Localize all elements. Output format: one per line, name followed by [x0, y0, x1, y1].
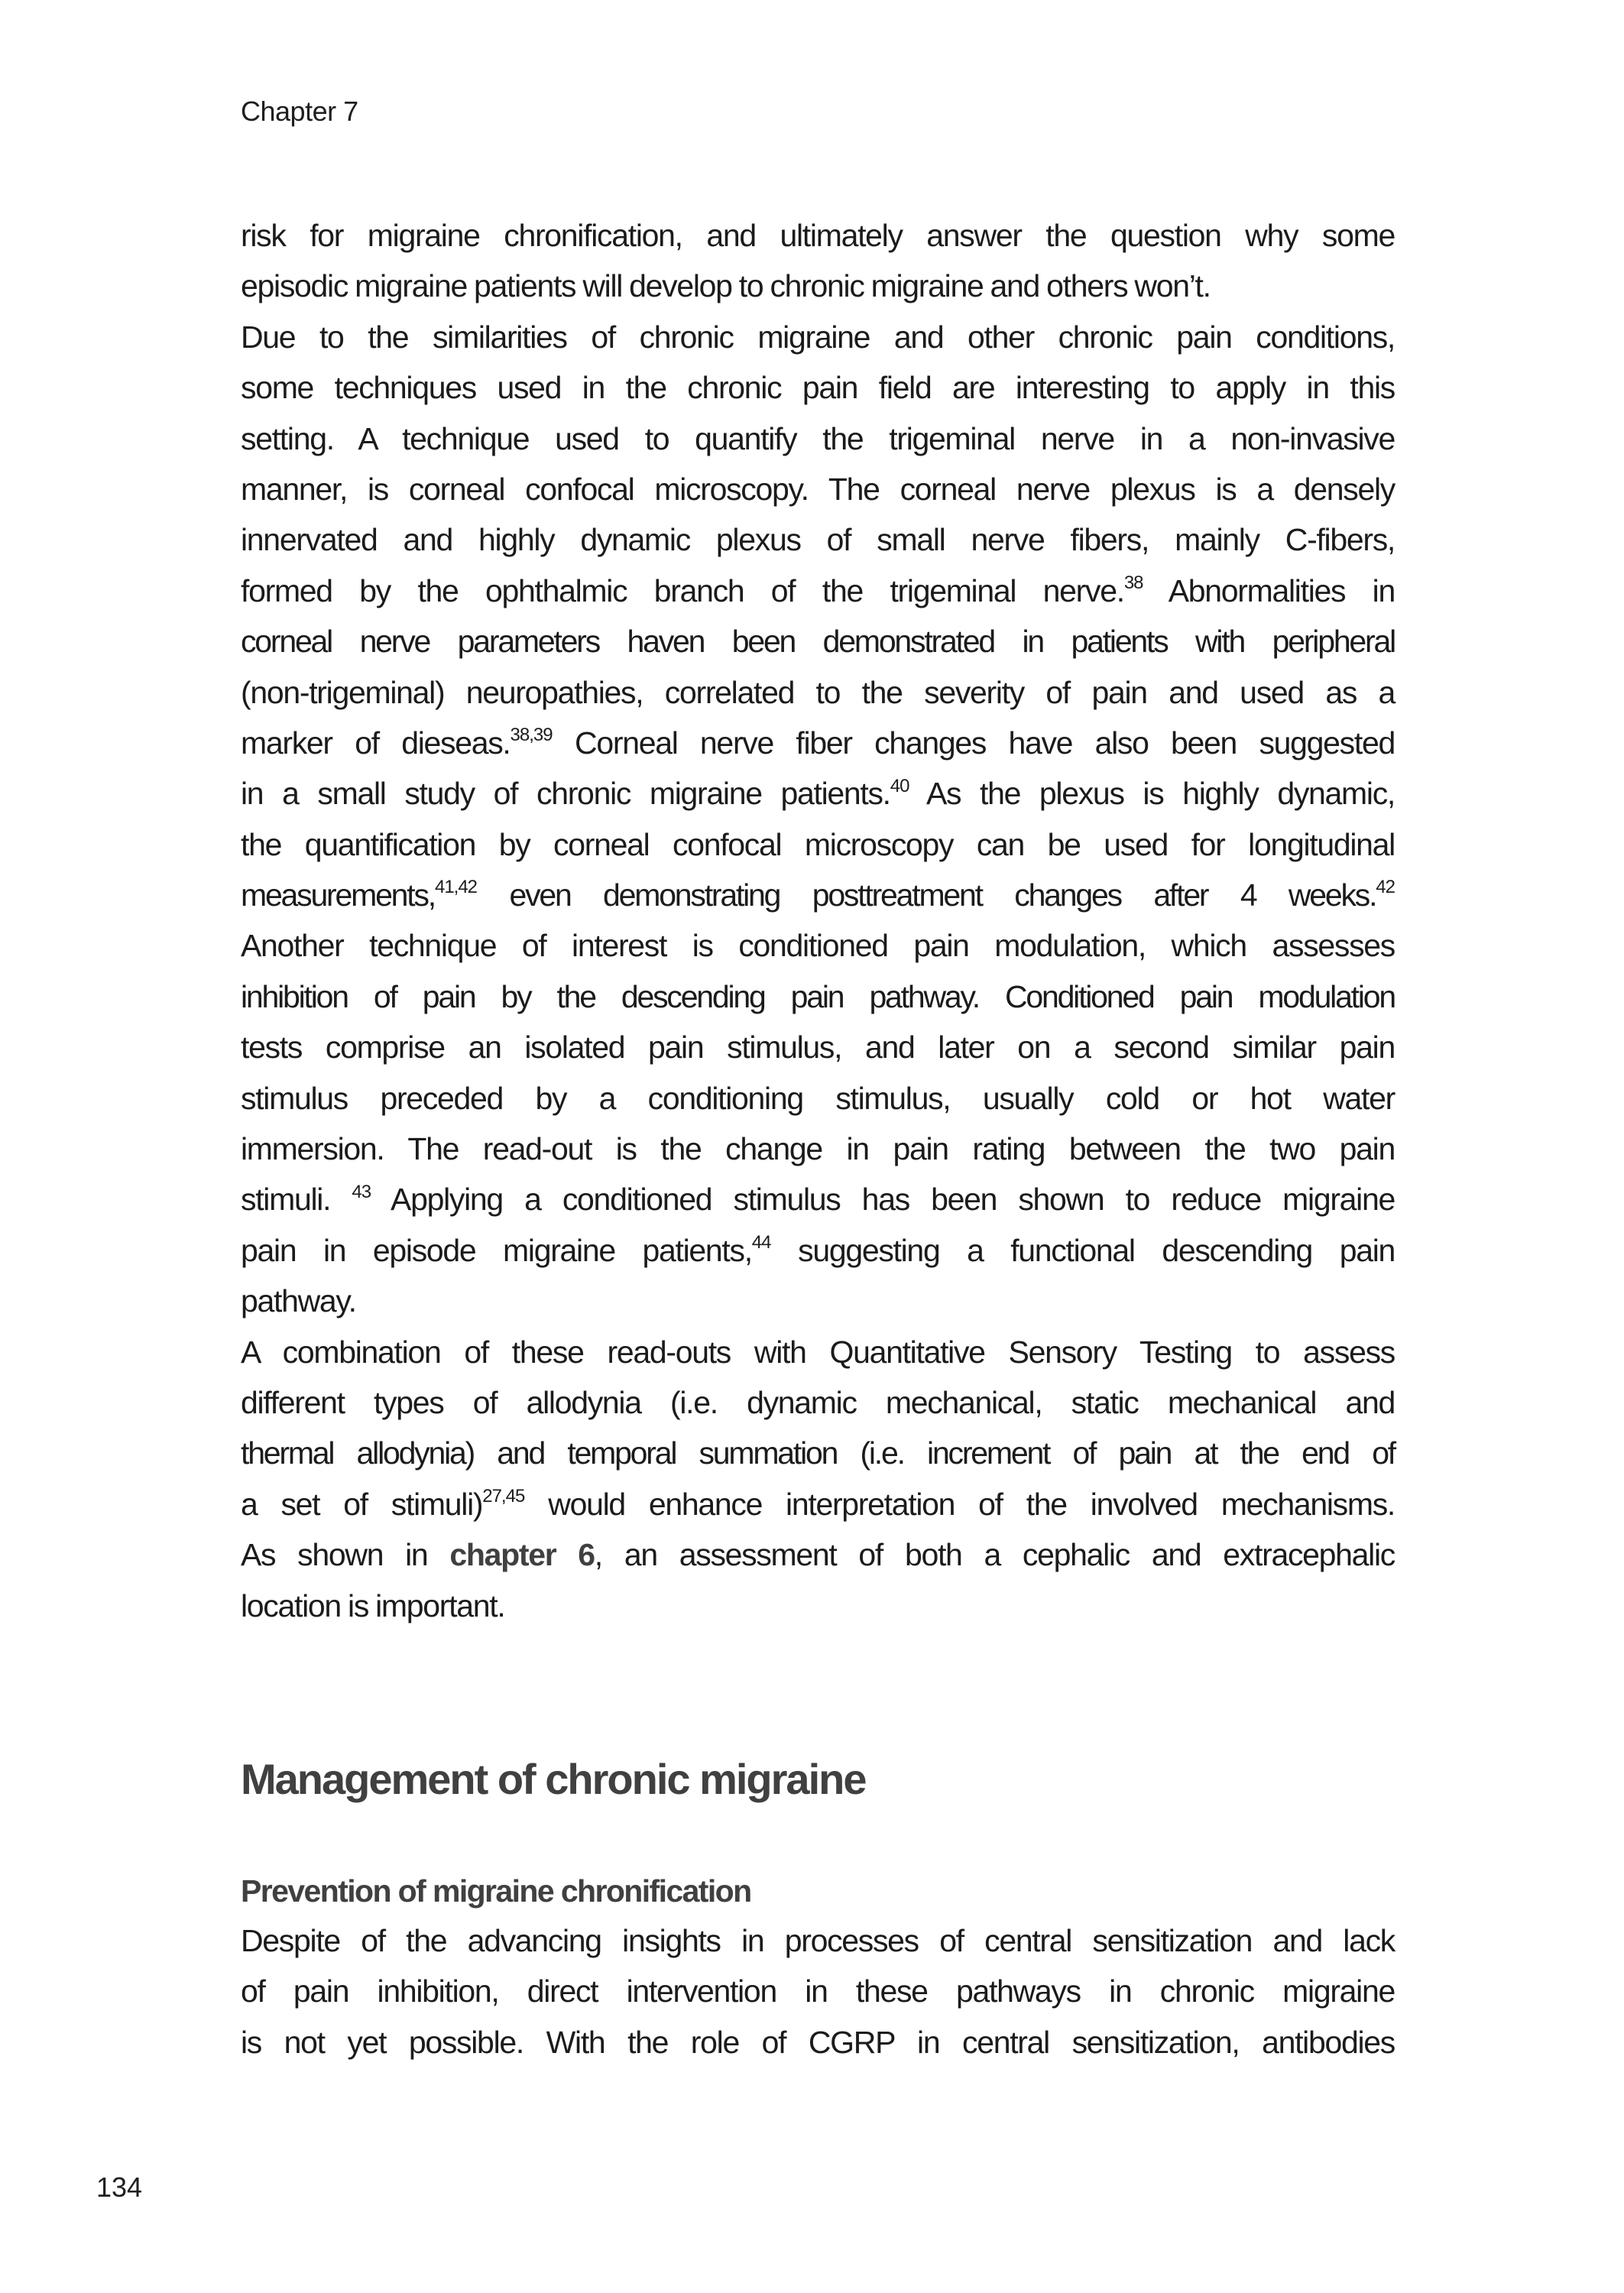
text-run: marker of dieseas.: [241, 725, 511, 761]
text-line: Another technique of interest is conditioned pain modulation, which assesses: [241, 928, 1395, 964]
text-line: risk for migraine chronification, and ultimately answer the question why some: [241, 218, 1395, 253]
text-line-with-citation: [241, 870, 1395, 920]
text-line: episodic migraine patients will develop to chronic migraine and others won’t.: [241, 268, 1211, 304]
text-line: pathway.: [241, 1283, 356, 1319]
text-line-with-citation: [241, 718, 1395, 768]
text-line: corneal nerve parameters haven been demonstrated in patients with peripheral: [241, 624, 1395, 660]
text-line: of pain inhibition, direct intervention in these pathways in chronic migraine: [241, 1974, 1395, 2009]
text-line-with-cross-reference: [241, 1529, 1395, 1580]
text-run: , an assessment of both a cephalic and extracephalic: [594, 1537, 1395, 1573]
text-run: formed by the ophthalmic branch of the trigeminal nerve.: [241, 572, 1124, 608]
text-run: As the plexus is highly dynamic,: [909, 776, 1395, 812]
text-line-with-citation: [241, 1479, 1395, 1529]
text-line: some techniques used in the chronic pain field are interesting to apply in this: [241, 370, 1395, 406]
text-line: immersion. The read-out is the change in pain rating between the two pain: [241, 1131, 1395, 1167]
page-number: 134: [96, 2171, 143, 2203]
citation-superscript: 40: [890, 775, 909, 796]
text-run: Abnormalities in: [1143, 572, 1395, 608]
text-line: is not yet possible. With the role of CGRP in central sensitization, antibodies: [241, 2024, 1395, 2060]
text-run: stimuli.: [241, 1182, 352, 1218]
citation-superscript: 38,39: [510, 725, 553, 746]
text-run: a set of stimuli): [241, 1486, 483, 1522]
section-paragraph: [241, 1915, 1395, 2068]
subsection-heading: Prevention of migraine chronification: [241, 1873, 751, 1909]
text-run: in a small study of chronic migraine patients.: [241, 776, 890, 812]
chapter-cross-reference: chapter 6: [449, 1537, 595, 1573]
section-heading: Management of chronic migraine: [241, 1755, 866, 1803]
text-line: stimulus preceded by a conditioning stimulus, usually cold or hot water: [241, 1080, 1395, 1116]
citation-superscript: 27,45: [482, 1486, 525, 1507]
text-line: inhibition of pain by the descending pain pathway. Conditioned pain modulation: [241, 978, 1395, 1014]
text-line: location is important.: [241, 1588, 505, 1623]
running-head: Chapter 7: [241, 96, 358, 127]
text-line: (non-trigeminal) neuropathies, correlated to the severity of pain and used as a: [241, 674, 1395, 710]
text-run: Applying a conditioned stimulus has been shown to reduce migraine: [371, 1182, 1395, 1218]
text-line-with-citation: [241, 1225, 1395, 1276]
text-line-with-citation: [241, 566, 1395, 616]
text-line: innervated and highly dynamic plexus of small nerve fibers, mainly C-fibers,: [241, 522, 1395, 558]
text-run: measurements,: [241, 877, 435, 913]
text-run: would enhance interpretation of the involved mechanisms.: [524, 1486, 1395, 1522]
text-line: the quantification by corneal confocal microscopy can be used for longitudinal: [241, 826, 1395, 862]
citation-superscript: 38: [1123, 572, 1143, 594]
text-run: Corneal nerve fiber changes have also been suggested: [552, 725, 1395, 761]
citation-superscript: 44: [751, 1232, 771, 1254]
text-line: tests comprise an isolated pain stimulus, and later on a second similar pain: [241, 1030, 1395, 1065]
text-run: As shown in: [241, 1537, 450, 1573]
text-line-with-citation: [241, 768, 1395, 819]
text-line: manner, is corneal confocal microscopy. The corneal nerve plexus is a densely: [241, 471, 1395, 507]
text-line: A combination of these read-outs with Quantitative Sensory Testing to assess: [241, 1334, 1395, 1370]
text-line-with-citation: [241, 1174, 1395, 1224]
text-run: pain in episode migraine patients,: [241, 1232, 752, 1268]
citation-superscript: 41,42: [434, 877, 478, 898]
text-run: suggesting a functional descending pain: [770, 1232, 1395, 1268]
body-paragraphs: [241, 210, 1395, 1631]
text-run: even demonstrating posttreatment changes after 4 weeks.: [477, 877, 1376, 913]
citation-superscript: 43: [352, 1181, 371, 1202]
text-line: thermal allodynia) and temporal summation (i.e. increment of pain at the end of: [241, 1435, 1395, 1471]
text-line: setting. A technique used to quantify the trigeminal nerve in a non-invasive: [241, 420, 1395, 456]
citation-superscript: 42: [1376, 877, 1395, 898]
text-line: Due to the similarities of chronic migraine and other chronic pain conditions,: [241, 319, 1395, 355]
text-line: different types of allodynia (i.e. dynamic mechanical, static mechanical and: [241, 1384, 1395, 1420]
text-line: Despite of the advancing insights in processes of central sensitization and lack: [241, 1923, 1395, 1958]
